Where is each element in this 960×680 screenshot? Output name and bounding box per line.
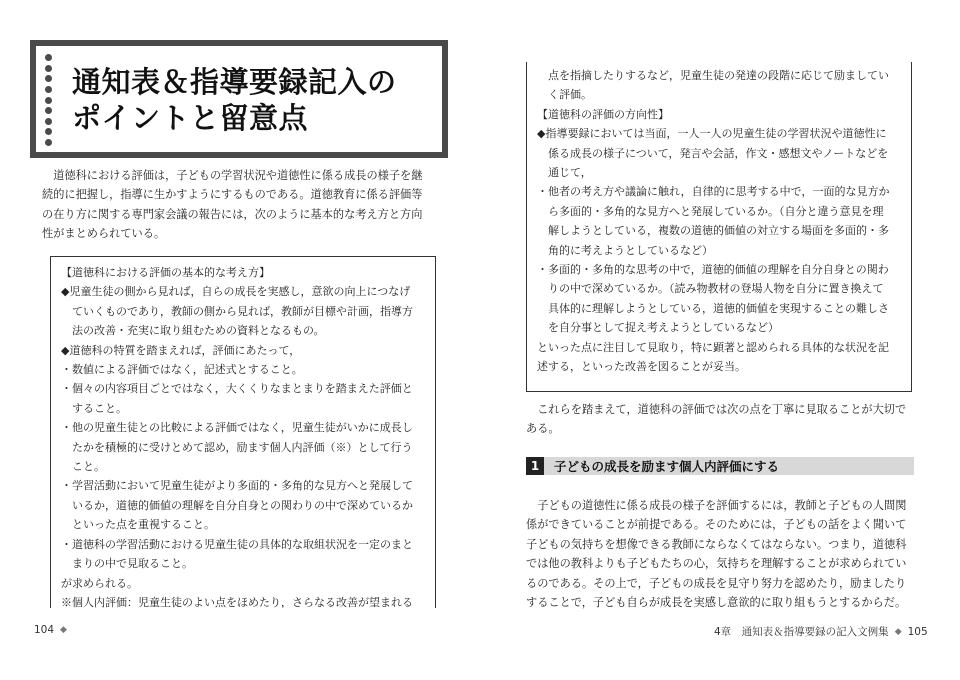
- section-title: 子どもの成長を励ます個人内評価にする: [554, 459, 780, 474]
- box-line: が求められる。: [61, 576, 138, 590]
- text-line: 性がまとめられている。: [42, 227, 166, 241]
- box-line: ていくものであり，教師の側から見れば，教師が目標や計画，指導方: [72, 304, 413, 318]
- box-line: ◆児童生徒の側から見れば，自らの成長を実感し，意欲の向上につなげ: [61, 285, 411, 299]
- box-line: ・道徳科の学習活動における児童生徒の具体的な取組状況を一定のまと: [61, 537, 413, 551]
- text-line: の在り方に関する専門家会議の報告には，次のように基本的な考え方と方向: [42, 207, 423, 221]
- box-line: たかを積極的に受けとめて認め，励ます個人内評価（※）として行う: [72, 440, 413, 454]
- box-line: 具体的に理解しようとしている，道徳的価値を実現することの難しさ: [548, 301, 889, 315]
- box-line: 通じて，: [548, 166, 592, 180]
- text-line: 続的に把握し，指導に生かすようにするものである。道徳教育に係る評価等: [42, 188, 423, 202]
- box-line: 【道徳科の評価の方向性】: [537, 107, 669, 121]
- section-number: 1: [526, 457, 544, 475]
- box-line: といった点に注目して見取り，特に顕著と認められる具体的な状況を記: [537, 340, 889, 354]
- box-line: ・多面的・多角的な思考の中で，道徳的価値の理解を自分自身との関わ: [537, 263, 889, 277]
- box-line: まりの中で見取ること。: [72, 557, 193, 571]
- summary-paragraph: [526, 400, 926, 439]
- box-line: ・学習活動において児童生徒がより多面的・多角的な見方へと発展して: [61, 479, 413, 493]
- box-line: ・他の児童生徒との比較による評価ではなく，児童生徒がいかに成長し: [61, 421, 413, 435]
- box-line: 解しようとしている，複数の道徳的価値の対立する場面を多面的・多: [548, 224, 889, 238]
- box-line: すること。: [72, 401, 127, 415]
- section-body: [526, 496, 926, 612]
- box-line: といった点を重視すること。: [72, 518, 215, 532]
- text-line: これらを踏まえて，道徳科の評価では次の点を丁寧に見取ることが大切で: [537, 403, 907, 416]
- chapter-title: 4章 通知表＆指導要録の記入文例集: [714, 626, 889, 638]
- text-line: では他の教科よりも子どもたちの心，気持ちを理解することが求められてい: [526, 557, 907, 571]
- section-heading: [526, 457, 914, 475]
- box-line: 点を指摘したりするなど，児童生徒の発達の段階に応じて励ましてい: [548, 69, 889, 82]
- binder-dots-decoration: [42, 54, 54, 146]
- box-line: ・他者の考え方や議論に触れ，自律的に思考する中で，一面的な見方か: [537, 185, 890, 199]
- box-line: ※個人内評価：児童生徒のよい点をほめたり，さらなる改善が望まれる: [61, 595, 413, 608]
- box-line: いるか，道徳的価値の理解を自分自身との関わりの中で深めているか: [72, 498, 413, 512]
- box-line: 【道徳科における評価の基本的な考え方】: [61, 266, 270, 279]
- page-number: 104: [34, 624, 55, 636]
- guideline-box-right: [526, 62, 912, 392]
- box-line: 係る成長の様子について，発言や会話，作文・感想文やノートなどを: [548, 146, 889, 160]
- text-line: るのである。その上で，子どもの成長を見守り努力を認めたり，励ましたり: [526, 576, 907, 590]
- box-line: ◆指導要録においては当面，一人一人の児童生徒の学習状況や道徳性に: [537, 127, 887, 141]
- text-line: することで，子ども自らが成長を実感し意欲的に取り組もうとするからだ。: [526, 596, 907, 610]
- text-line: 子どもの道徳性に係る成長の様子を評価するには，教師と子どもの人間関: [537, 499, 907, 512]
- box-line: 角的に考えようとしているなど）: [548, 243, 713, 257]
- box-line: 述する，といった改善を図ることが妥当。: [537, 360, 746, 374]
- box-line: ◆道徳科の特質を踏まえれば，評価にあたって，: [61, 343, 301, 357]
- box-line: ・数値による評価ではなく，記述式とすること。: [61, 363, 303, 377]
- box-line: く評価。: [548, 88, 592, 102]
- footer-left: [34, 624, 67, 636]
- box-line: ・個々の内容項目ごとではなく，大くくりなまとまりを踏まえた評価と: [61, 382, 413, 396]
- guideline-box-left: [50, 256, 436, 608]
- text-line: ある。: [526, 422, 560, 436]
- text-line: 子どもの気持ちを想像できる教師にならなくてはならない。つまり，道徳科: [526, 537, 907, 551]
- right-page: [480, 0, 960, 680]
- footer-right: [714, 624, 928, 639]
- diamond-icon: ◆: [60, 625, 67, 635]
- text-line: 係ができていることが前提である。そのためには，子どもの話をよく聞いて: [526, 518, 907, 532]
- box-line: ら多面的・多角的な見方へと発展しているか。（自分と違う意見を理: [548, 204, 884, 218]
- page-number: 105: [907, 625, 928, 638]
- diamond-icon: ◆: [894, 626, 902, 637]
- intro-paragraph: [42, 166, 440, 244]
- box-line: りの中で深めているか。（読み物教材の登場人物を自分に置き換えて: [548, 282, 884, 296]
- title-box: [30, 40, 448, 158]
- page-title: 通知表＆指導要録記入の ポイントと留意点: [72, 65, 397, 135]
- text-line: 道徳科における評価は，子どもの学習状況や道徳性に係る成長の様子を継: [53, 169, 423, 182]
- box-line: を自分事として捉え考えようとしているなど）: [548, 321, 779, 335]
- box-line: 法の改善・充実に取り組むための資料となるもの。: [72, 324, 325, 338]
- box-line: こと。: [72, 460, 105, 474]
